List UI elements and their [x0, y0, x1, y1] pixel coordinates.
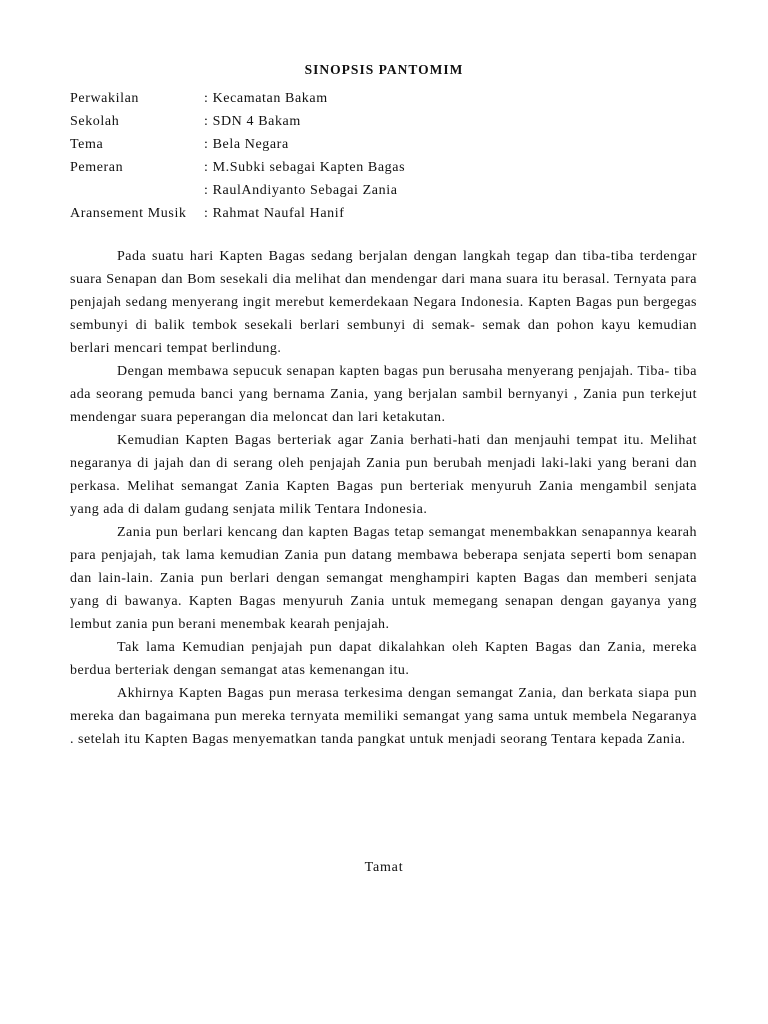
info-row-aransement-musik [70, 204, 700, 227]
info-value: : SDN 4 Bakam [204, 114, 301, 129]
info-label: Tema [70, 137, 104, 152]
info-table [70, 89, 700, 227]
closing-text: Tamat [364, 860, 404, 875]
info-row-tema [70, 135, 700, 158]
synopsis-paragraph: Dengan membawa sepucuk senapan kapten bagas pun berusaha menyerang penjajah. Tiba- tiba ada seorang pemuda banci yang bernama Zania, yang berjalan sambil bernyanyi , Zania pun terkejut mendengar suara peperangan dia meloncat dan lari ketakutan. [70, 364, 697, 425]
synopsis-paragraph: Kemudian Kapten Bagas berteriak agar Zania berhati-hati dan menjauhi tempat itu. Melihat negaranya di jajah dan di serang oleh penjajah Zania pun berubah menjadi laki-laki yang berani dan perkasa. Melihat semangat Zania Kapten Bagas pun berteriak menyuruh Zania mengambil senjata yang ada di dalam gudang senjata milik Tentara Indonesia. [70, 433, 697, 517]
info-row-perwakilan [70, 89, 700, 112]
info-value: : Bela Negara [204, 137, 289, 152]
info-label: Pemeran [70, 160, 124, 175]
info-label: Aransement Musik [70, 206, 187, 221]
info-row-sekolah [70, 112, 700, 135]
info-label [70, 181, 204, 204]
synopsis-paragraph: Zania pun berlari kencang dan kapten Bagas tetap semangat menembakkan senapannya kearah para penjajah, tak lama kemudian Zania pun datang membawa beberapa senjata seperti bom senapan dan lain-lain. Zania pun berlari dengan semangat menghampiri kapten Bagas dan memberi senjata yang di bawanya. Kapten Bagas menyuruh Zania untuk memegang senapan dengan gayanya yang lembut zania pun berani menembak kearah penjajah. [70, 525, 697, 632]
synopsis-paragraph: Akhirnya Kapten Bagas pun merasa terkesima dengan semangat Zania, dan berkata siapa pun mereka dan bagaimana pun mereka ternyata memiliki semangat yang sama untuk membela Negaranya . setelah itu Kapten Bagas menyematkan tanda pangkat untuk menjadi seorang Tentara kepada Zania. [70, 686, 697, 747]
info-value: : Kecamatan Bakam [204, 91, 328, 106]
info-value: : Rahmat Naufal Hanif [204, 206, 345, 221]
synopsis-paragraph: Tak lama Kemudian penjajah pun dapat dikalahkan oleh Kapten Bagas dan Zania, mereka berdua berteriak dengan semangat atas kemenangan itu. [70, 640, 697, 678]
info-value: : M.Subki sebagai Kapten Bagas [204, 160, 406, 175]
info-value: : RaulAndiyanto Sebagai Zania [204, 183, 398, 198]
info-row-pemeran-2 [70, 181, 700, 204]
synopsis-paragraph: Pada suatu hari Kapten Bagas sedang berjalan dengan langkah tegap dan tiba-tiba terdengar suara Senapan dan Bom sesekali dia melihat dan mendengar dari mana suara itu berasal. Ternyata para penjajah sedang menyerang ingit merebut kemerdekaan Negara Indonesia. Kapten Bagas pun bergegas sembunyi di balik tembok sesekali berlari sembunyi di semak- semak dan pohon kayu kemudian berlari mencari tempat berlindung. [70, 249, 697, 356]
document-title: SINOPSIS PANTOMIM [304, 62, 464, 77]
info-label: Perwakilan [70, 91, 139, 106]
info-row-pemeran [70, 158, 700, 181]
synopsis-body [70, 245, 697, 751]
info-label: Sekolah [70, 114, 120, 129]
